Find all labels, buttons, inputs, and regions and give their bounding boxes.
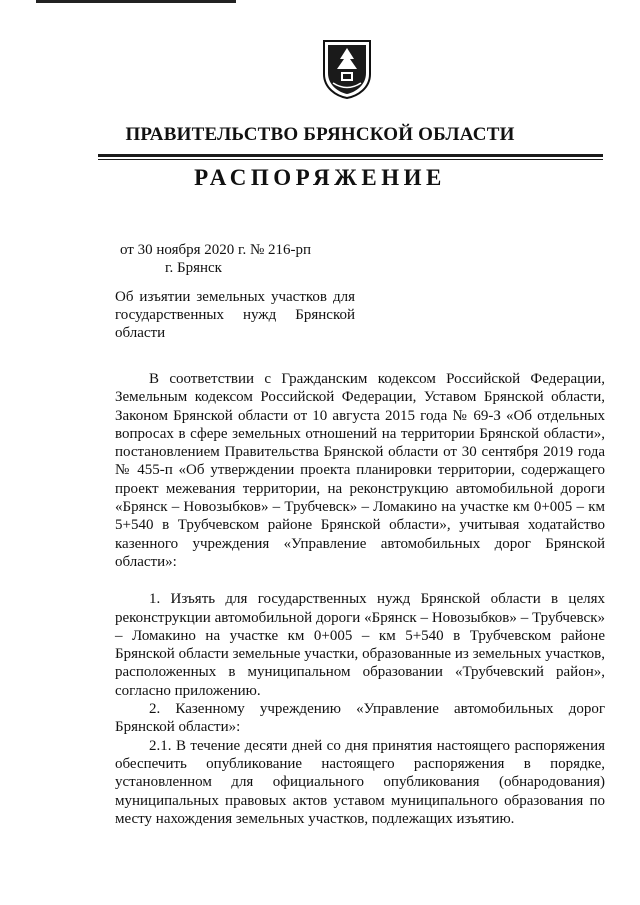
document-body (115, 370, 605, 828)
item-1-paragraph: 1. Изъять для государственных нужд Брянской области в целях реконструкции автомобильной дороги «Брянск – Новозыбков» – Трубчевск» – Ломакино на участке км 0+005 – км 5+540 в Трубчевском районе Брянской области земельные участки, образованные из земельных участков, расположенных в муниципальном образовании «Трубчевский район», согласно приложению. (115, 591, 605, 699)
header-rule-thin (98, 159, 603, 160)
document-city: г. Брянск (165, 260, 222, 276)
scan-edge-mark (36, 0, 236, 3)
bryansk-coat-of-arms-icon (321, 38, 373, 100)
preamble-paragraph: В соответствии с Гражданским кодексом Российской Федерации, Земельным кодексом Российской Федерации, Уставом Брянской области, Законом Брянской области от 10 августа 2015 года № 69-З «Об отдельных вопросах в сфере земельных отношений на территории Брянской области», постановлением Правительства Брянской области от 30 сентября 2019 года № 455-п «Об утверждении проекта планировки территории, содержащего проект межевания территории, на реконструкцию автомобильной дороги «Брянск – Новозыбков» – Трубчевск» – Ломакино на участке км 0+005 – км 5+540 в Трубчевском районе Брянской области», учитывая ходатайство казенного учреждения «Управление автомобильных дорог Брянской области»: (115, 371, 605, 570)
document-subject: Об изъятии земельных участков для государственных нужд Брянской области (115, 289, 355, 341)
document-type: РАСПОРЯЖЕНИЕ (194, 165, 446, 190)
item-2-paragraph: 2. Казенному учреждению «Управление автомобильных дорог Брянской области»: (115, 701, 605, 736)
document-date-number: от 30 ноября 2020 г. № 216-рп (120, 242, 312, 258)
government-name: ПРАВИТЕЛЬСТВО БРЯНСКОЙ ОБЛАСТИ (125, 124, 515, 145)
header-rule-thick (98, 154, 603, 157)
item-2-1-paragraph: 2.1. В течение десяти дней со дня принятия настоящего распоряжения обеспечить опубликование настоящего распоряжения в порядке, установленном для официального опубликования (обнародования) муниципальных правовых актов уставом муниципального образования по месту нахождения земельных участков, подлежащих изъятию. (115, 737, 605, 827)
